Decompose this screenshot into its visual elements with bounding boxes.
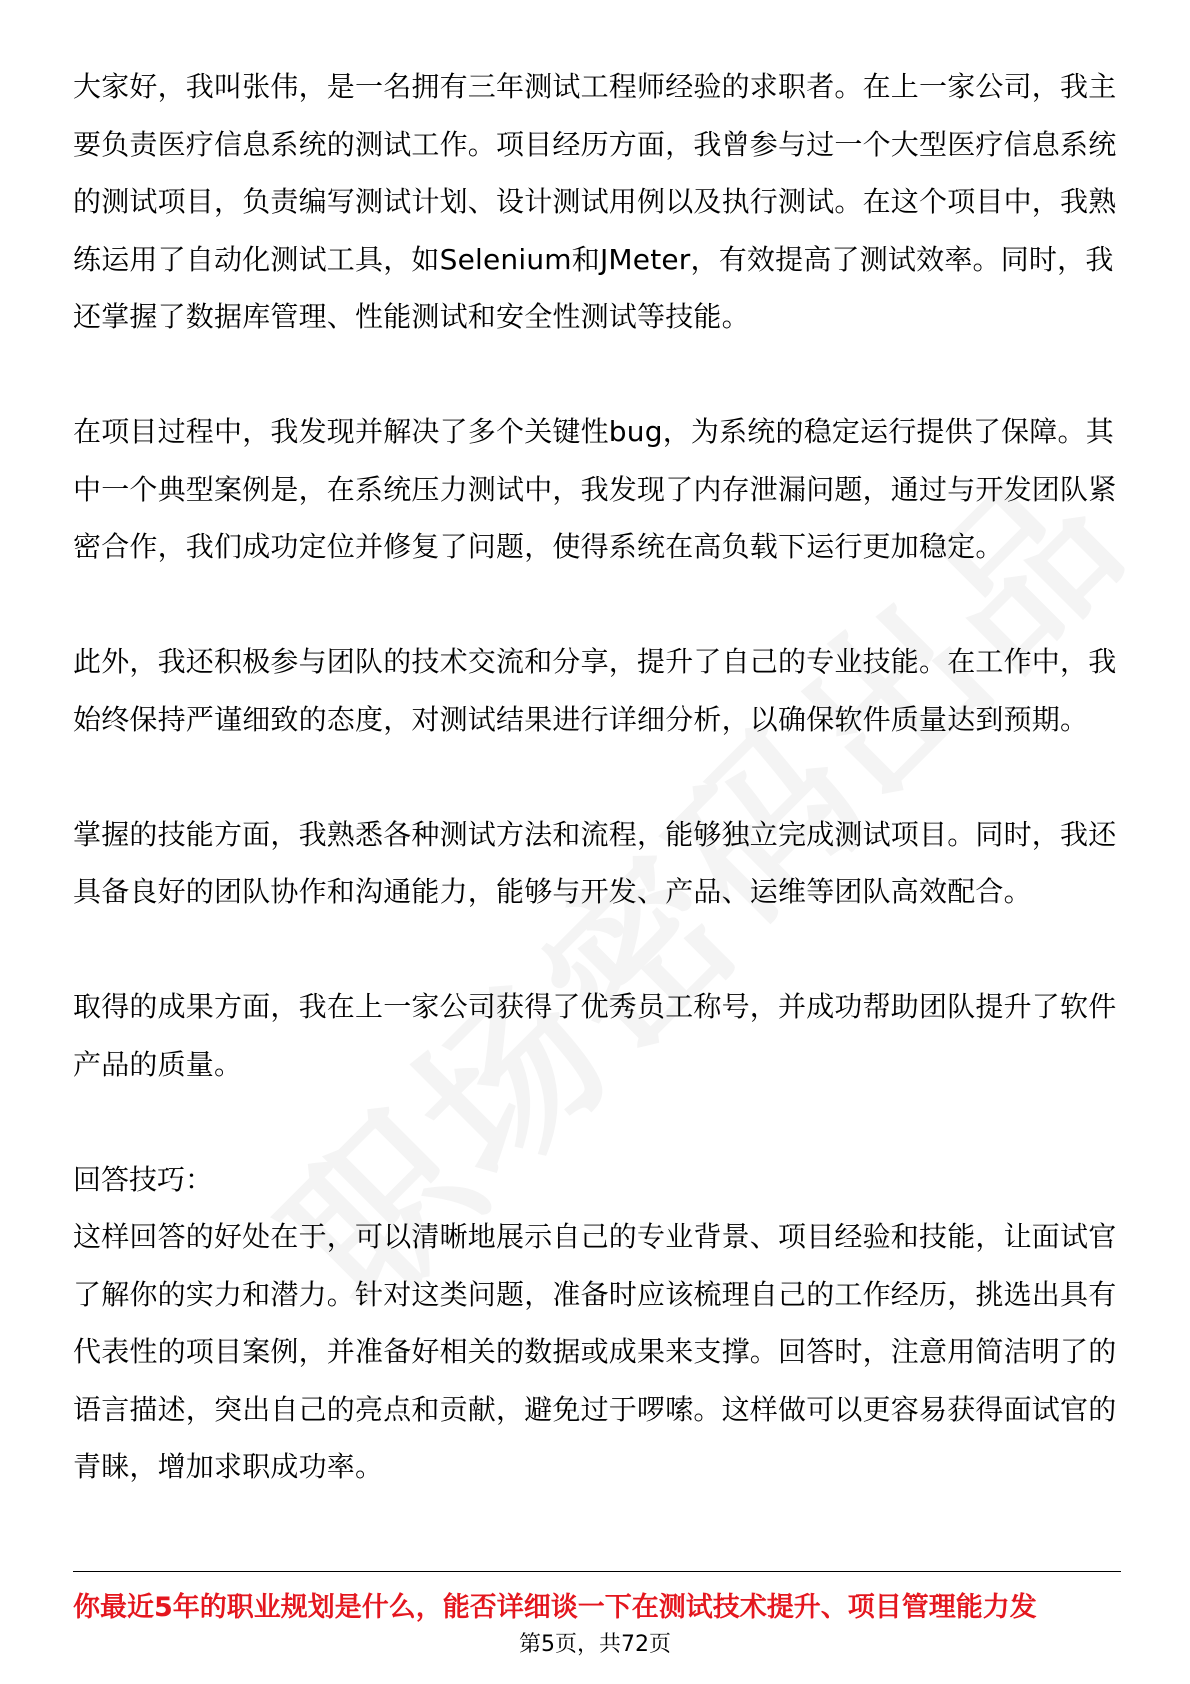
tips-body: 这样回答的好处在于，可以清晰地展示自己的专业背景、项目经验和技能，让面试官了解你的实力和潜力。针对这类问题，准备时应该梳理自己的工作经历，挑选出具有代表性的项目案例，并准备好相关的数据或成果来支撑。回答时，注意用简洁明了的语言描述，突出自己的亮点和贡献，避免过于啰嗦。这样做可以更容易获得面试官的青睐，增加求职成功率。	[73, 1220, 1117, 1483]
section-divider	[73, 1571, 1121, 1572]
document-body	[73, 58, 1121, 1553]
paragraph-team-learning: 此外，我还积极参与团队的技术交流和分享，提升了自己的专业技能。在工作中，我始终保持严谨细致的态度，对测试结果进行详细分析，以确保软件质量达到预期。	[73, 645, 1117, 736]
page-number-footer: 第5页，共72页	[519, 1632, 671, 1657]
paragraph-intro: 大家好，我叫张伟，是一名拥有三年测试工程师经验的求职者。在上一家公司，我主要负责医疗信息系统的测试工作。项目经历方面，我曾参与过一个大型医疗信息系统的测试项目，负责编写测试计划、设计测试用例以及执行测试。在这个项目中，我熟练运用了自动化测试工具，如Selenium和JMeter，有效提高了测试效率。同时，我还掌握了数据库管理、性能测试和安全性测试等技能。	[73, 70, 1117, 333]
paragraph-project-bugs: 在项目过程中，我发现并解决了多个关键性bug，为系统的稳定运行提供了保障。其中一个典型案例是，在系统压力测试中，我发现了内存泄漏问题，通过与开发团队紧密合作，我们成功定位并修复了问题，使得系统在高负载下运行更加稳定。	[73, 415, 1117, 563]
tips-heading: 回答技巧：	[73, 1162, 214, 1196]
paragraph-achievements: 取得的成果方面，我在上一家公司获得了优秀员工称号，并成功帮助团队提升了软件产品的质量。	[73, 990, 1117, 1081]
next-question-heading: 你最近5年的职业规划是什么，能否详细谈一下在测试技术提升、项目管理能力发	[73, 1592, 1037, 1623]
paragraph-skills: 掌握的技能方面，我熟悉各种测试方法和流程，能够独立完成测试项目。同时，我还具备良好的团队协作和沟通能力，能够与开发、产品、运维等团队高效配合。	[73, 817, 1117, 908]
